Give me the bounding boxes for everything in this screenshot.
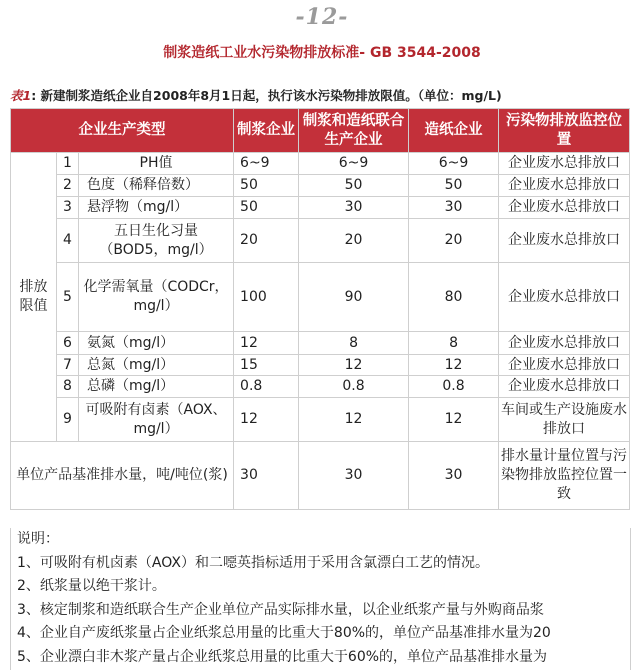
row-combined-value: 90: [299, 263, 409, 332]
group-label: 排放限值: [11, 153, 57, 442]
header-monitoring-location: 污染物排放监控位置: [499, 109, 630, 153]
row-number: 4: [57, 219, 79, 263]
row-pulp-value: 15: [234, 355, 299, 376]
notes-heading: 说明：: [17, 531, 59, 547]
row-pulp-value: 20: [234, 219, 299, 263]
row-item: 色度（稀释倍数）: [79, 175, 234, 197]
table-row: [11, 197, 630, 219]
table-row: [11, 376, 630, 398]
row-paper-value: 30: [409, 197, 499, 219]
row-number: 9: [57, 398, 79, 442]
row-item: 悬浮物（mg/l）: [79, 197, 234, 219]
table-row: [11, 175, 630, 197]
row-number: 7: [57, 355, 79, 376]
row-monitor-location: 企业废水总排放口: [499, 355, 630, 376]
row-pulp-value: 100: [234, 263, 299, 332]
row-paper-value: 8: [409, 332, 499, 355]
note-item: 4、企业自产废纸浆量占企业纸浆总用量的比重大于80%的，单位产品基准排水量为20: [17, 625, 551, 641]
table-row: [11, 398, 630, 442]
row-pulp-value: 6~9: [234, 153, 299, 175]
row-combined-value: 0.8: [299, 376, 409, 398]
row-monitor-location: 企业废水总排放口: [499, 175, 630, 197]
row-item: 总磷（mg/l）: [79, 376, 234, 398]
row-item: 氨氮（mg/l）: [79, 332, 234, 355]
row-paper-value: 80: [409, 263, 499, 332]
footer-pulp-value: 30: [234, 442, 299, 510]
row-pulp-value: 0.8: [234, 376, 299, 398]
row-monitor-location: 企业废水总排放口: [499, 197, 630, 219]
row-pulp-value: 50: [234, 175, 299, 197]
table-row: [11, 332, 630, 355]
row-combined-value: 12: [299, 398, 409, 442]
row-combined-value: 30: [299, 197, 409, 219]
table-label: 表1: [10, 88, 32, 103]
row-combined-value: 50: [299, 175, 409, 197]
note-item: 2、纸浆量以绝干浆计。: [17, 578, 166, 594]
header-production-type: 企业生产类型: [11, 109, 234, 153]
table-row: [11, 263, 630, 332]
row-number: 8: [57, 376, 79, 398]
table-row: [11, 219, 630, 263]
row-pulp-value: 12: [234, 332, 299, 355]
row-number: 1: [57, 153, 79, 175]
row-combined-value: 8: [299, 332, 409, 355]
row-item: PH值: [79, 153, 234, 175]
row-pulp-value: 12: [234, 398, 299, 442]
row-combined-value: 12: [299, 355, 409, 376]
row-item: 五日生化习量（BOD5，mg/l）: [79, 219, 234, 263]
row-item: 化学需氧量（CODCr，mg/l）: [79, 263, 234, 332]
row-number: 5: [57, 263, 79, 332]
row-combined-value: 20: [299, 219, 409, 263]
row-monitor-location: 企业废水总排放口: [499, 376, 630, 398]
row-paper-value: 12: [409, 398, 499, 442]
row-number: 3: [57, 197, 79, 219]
emission-standards-table: [10, 108, 630, 510]
document-title: 制浆造纸工业水污染物排放标准- GB 3544-2008: [163, 45, 481, 61]
footer-paper-value: 30: [409, 442, 499, 510]
table-row: [11, 355, 630, 376]
base-drainage-label: 单位产品基准排水量，吨/吨位(浆): [11, 442, 234, 510]
row-pulp-value: 50: [234, 197, 299, 219]
row-monitor-location: 企业废水总排放口: [499, 332, 630, 355]
row-number: 6: [57, 332, 79, 355]
row-paper-value: 50: [409, 175, 499, 197]
note-item: 5、企业漂白非木浆产量占企业纸浆总用量的比重大于60%的，单位产品基准排水量为: [17, 648, 548, 665]
header-combined-enterprise: 制浆和造纸联合生产企业: [299, 109, 409, 153]
row-paper-value: 6~9: [409, 153, 499, 175]
caption-text: : 新建制浆造纸企业自2008年8月1日起，执行该水污染物排放限值。（单位：mg/L): [31, 88, 502, 103]
table-footer-row: [11, 442, 630, 510]
table-caption: [10, 86, 640, 104]
footer-combined-value: 30: [299, 442, 409, 510]
table-row: [11, 153, 630, 175]
note-item: 1、可吸附有机卤素（AOX）和二噁英指标适用于采用含氯漂白工艺的情况。: [17, 554, 489, 571]
row-number: 2: [57, 175, 79, 197]
row-monitor-location: 企业废水总排放口: [499, 219, 630, 263]
row-item: 可吸附有卤素（AOX、mg/l）: [79, 398, 234, 442]
table-header-row: [11, 109, 630, 153]
note-item: 3、核定制浆和造纸联合生产企业单位产品实际排水量，以企业纸浆产量与外购商品浆: [17, 601, 544, 618]
row-monitor-location: 车间或生产设施废水排放口: [499, 398, 630, 442]
header-paper-enterprise: 造纸企业: [409, 109, 499, 153]
notes-section: [10, 528, 631, 670]
page-number: -12-: [295, 4, 349, 30]
row-paper-value: 0.8: [409, 376, 499, 398]
row-paper-value: 20: [409, 219, 499, 263]
footer-monitor-location: 排水量计量位置与污染物排放监控位置一致: [499, 442, 630, 510]
row-combined-value: 6~9: [299, 153, 409, 175]
row-item: 总氮（mg/l）: [79, 355, 234, 376]
row-monitor-location: 企业废水总排放口: [499, 263, 630, 332]
row-paper-value: 12: [409, 355, 499, 376]
header-pulp-enterprise: 制浆企业: [234, 109, 299, 153]
row-monitor-location: 企业废水总排放口: [499, 153, 630, 175]
